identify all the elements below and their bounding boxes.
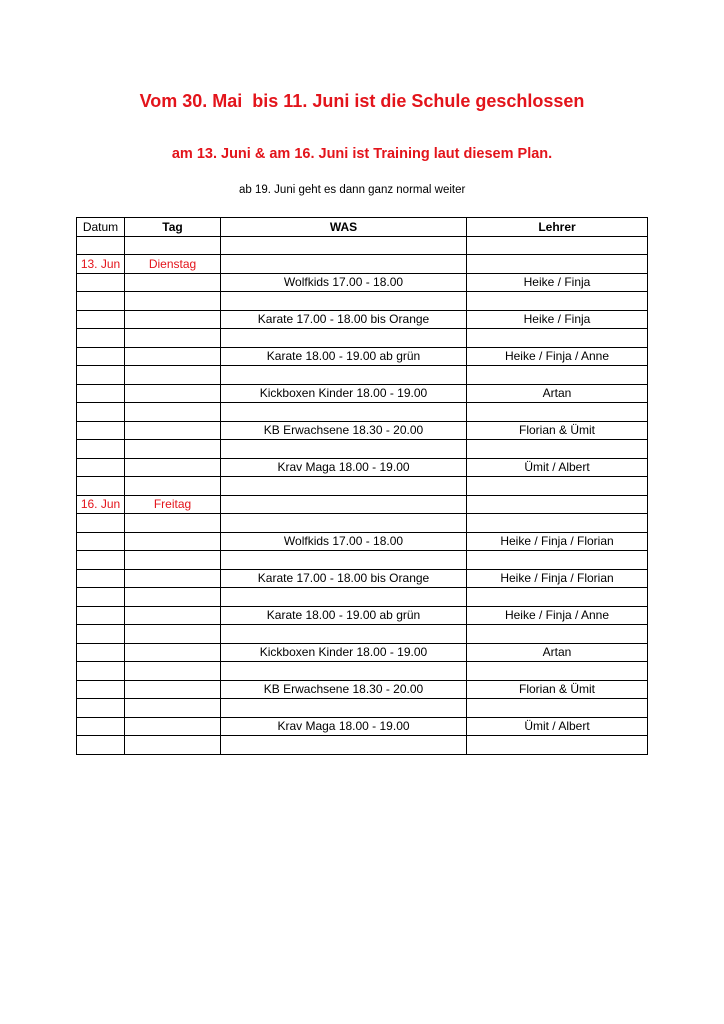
cell-datum (77, 625, 125, 644)
cell-datum (77, 588, 125, 607)
cell-datum: 13. Jun (77, 255, 125, 274)
cell-datum (77, 514, 125, 533)
cell-tag (125, 680, 221, 699)
cell-tag (125, 717, 221, 736)
cell-datum (77, 699, 125, 718)
cell-was (221, 477, 467, 496)
page-note: ab 19. Juni geht es dann ganz normal weiter (239, 184, 466, 196)
cell-tag: Freitag (125, 495, 221, 514)
cell-was: Krav Maga 18.00 - 19.00 (221, 458, 467, 477)
cell-lehrer (467, 588, 648, 607)
table-body (77, 236, 648, 754)
column-header-datum: Datum (77, 218, 125, 237)
cell-lehrer (467, 514, 648, 533)
cell-lehrer (467, 662, 648, 681)
cell-tag (125, 292, 221, 311)
cell-datum (77, 236, 125, 255)
cell-datum (77, 717, 125, 736)
cell-was (221, 255, 467, 274)
cell-was: KB Erwachsene 18.30 - 20.00 (221, 421, 467, 440)
column-header-tag: Tag (125, 218, 221, 237)
table-row-day (77, 255, 648, 274)
cell-tag (125, 236, 221, 255)
cell-lehrer: Heike / Finja / Florian (467, 569, 648, 588)
cell-lehrer: Heike / Finja / Florian (467, 532, 648, 551)
table-row (77, 625, 648, 644)
cell-tag (125, 699, 221, 718)
cell-tag (125, 514, 221, 533)
cell-was (221, 662, 467, 681)
cell-lehrer: Florian & Ümit (467, 680, 648, 699)
cell-tag (125, 384, 221, 403)
table-row (77, 366, 648, 385)
table-row (77, 384, 648, 403)
table-row (77, 643, 648, 662)
cell-tag (125, 403, 221, 422)
table-row (77, 347, 648, 366)
cell-datum (77, 662, 125, 681)
cell-lehrer (467, 403, 648, 422)
cell-was (221, 329, 467, 348)
cell-tag (125, 643, 221, 662)
cell-datum (77, 551, 125, 570)
cell-datum (77, 421, 125, 440)
table-row (77, 699, 648, 718)
cell-lehrer (467, 255, 648, 274)
cell-was (221, 292, 467, 311)
cell-datum (77, 273, 125, 292)
cell-lehrer: Artan (467, 643, 648, 662)
table-row (77, 514, 648, 533)
cell-was: KB Erwachsene 18.30 - 20.00 (221, 680, 467, 699)
cell-datum (77, 366, 125, 385)
cell-tag (125, 329, 221, 348)
cell-tag (125, 366, 221, 385)
table-row (77, 532, 648, 551)
cell-was (221, 495, 467, 514)
cell-was: Karate 18.00 - 19.00 ab grün (221, 606, 467, 625)
table-row (77, 310, 648, 329)
cell-lehrer (467, 551, 648, 570)
cell-was: Kickboxen Kinder 18.00 - 19.00 (221, 384, 467, 403)
cell-was (221, 699, 467, 718)
table-row (77, 329, 648, 348)
cell-tag (125, 606, 221, 625)
cell-datum (77, 736, 125, 755)
page-title: Vom 30. Mai bis 11. Juni ist die Schule geschlossen (139, 91, 585, 111)
cell-lehrer: Ümit / Albert (467, 717, 648, 736)
cell-datum (77, 292, 125, 311)
cell-lehrer (467, 625, 648, 644)
cell-was: Karate 17.00 - 18.00 bis Orange (221, 310, 467, 329)
cell-lehrer: Heike / Finja (467, 310, 648, 329)
table-row (77, 606, 648, 625)
cell-was: Karate 17.00 - 18.00 bis Orange (221, 569, 467, 588)
cell-tag (125, 569, 221, 588)
table-row (77, 292, 648, 311)
cell-lehrer (467, 236, 648, 255)
cell-datum (77, 384, 125, 403)
cell-was (221, 440, 467, 459)
cell-tag: Dienstag (125, 255, 221, 274)
page-subtitle: am 13. Juni & am 16. Juni ist Training laut diesem Plan. (171, 146, 553, 162)
table-row (77, 717, 648, 736)
cell-tag (125, 625, 221, 644)
cell-tag (125, 273, 221, 292)
cell-lehrer (467, 440, 648, 459)
cell-was: Krav Maga 18.00 - 19.00 (221, 717, 467, 736)
cell-tag (125, 551, 221, 570)
cell-datum (77, 477, 125, 496)
cell-tag (125, 662, 221, 681)
table-row (77, 440, 648, 459)
table-row (77, 588, 648, 607)
table-row (77, 736, 648, 755)
table-row (77, 680, 648, 699)
cell-lehrer: Heike / Finja / Anne (467, 606, 648, 625)
table-row (77, 458, 648, 477)
cell-lehrer (467, 329, 648, 348)
cell-datum (77, 329, 125, 348)
table-row (77, 273, 648, 292)
cell-datum (77, 403, 125, 422)
table-header-row (77, 218, 648, 237)
cell-datum (77, 310, 125, 329)
cell-tag (125, 477, 221, 496)
cell-was (221, 514, 467, 533)
cell-lehrer (467, 736, 648, 755)
cell-tag (125, 440, 221, 459)
cell-was (221, 236, 467, 255)
cell-lehrer (467, 366, 648, 385)
cell-was (221, 588, 467, 607)
cell-tag (125, 588, 221, 607)
cell-tag (125, 458, 221, 477)
cell-tag (125, 310, 221, 329)
cell-was: Karate 18.00 - 19.00 ab grün (221, 347, 467, 366)
table-row (77, 551, 648, 570)
table-row (77, 403, 648, 422)
cell-datum (77, 606, 125, 625)
cell-was (221, 551, 467, 570)
cell-was (221, 366, 467, 385)
cell-was: Wolfkids 17.00 - 18.00 (221, 273, 467, 292)
cell-lehrer (467, 495, 648, 514)
cell-was (221, 736, 467, 755)
table-row (77, 421, 648, 440)
cell-datum (77, 440, 125, 459)
cell-tag (125, 421, 221, 440)
cell-lehrer (467, 292, 648, 311)
cell-datum: 16. Jun (77, 495, 125, 514)
cell-tag (125, 532, 221, 551)
cell-lehrer: Heike / Finja (467, 273, 648, 292)
cell-lehrer: Heike / Finja / Anne (467, 347, 648, 366)
cell-lehrer: Florian & Ümit (467, 421, 648, 440)
cell-datum (77, 643, 125, 662)
cell-was (221, 403, 467, 422)
cell-lehrer: Artan (467, 384, 648, 403)
cell-tag (125, 347, 221, 366)
cell-tag (125, 736, 221, 755)
cell-was (221, 625, 467, 644)
table-row-day (77, 495, 648, 514)
cell-lehrer (467, 699, 648, 718)
cell-datum (77, 347, 125, 366)
cell-was: Wolfkids 17.00 - 18.00 (221, 532, 467, 551)
column-header-lehrer: Lehrer (467, 218, 648, 237)
cell-lehrer (467, 477, 648, 496)
cell-datum (77, 569, 125, 588)
table-row (77, 569, 648, 588)
cell-lehrer: Ümit / Albert (467, 458, 648, 477)
training-schedule-table (76, 217, 648, 755)
cell-datum (77, 532, 125, 551)
table-row (77, 236, 648, 255)
cell-was: Kickboxen Kinder 18.00 - 19.00 (221, 643, 467, 662)
table-row (77, 662, 648, 681)
cell-datum (77, 458, 125, 477)
column-header-was: WAS (221, 218, 467, 237)
table-row (77, 477, 648, 496)
cell-datum (77, 680, 125, 699)
